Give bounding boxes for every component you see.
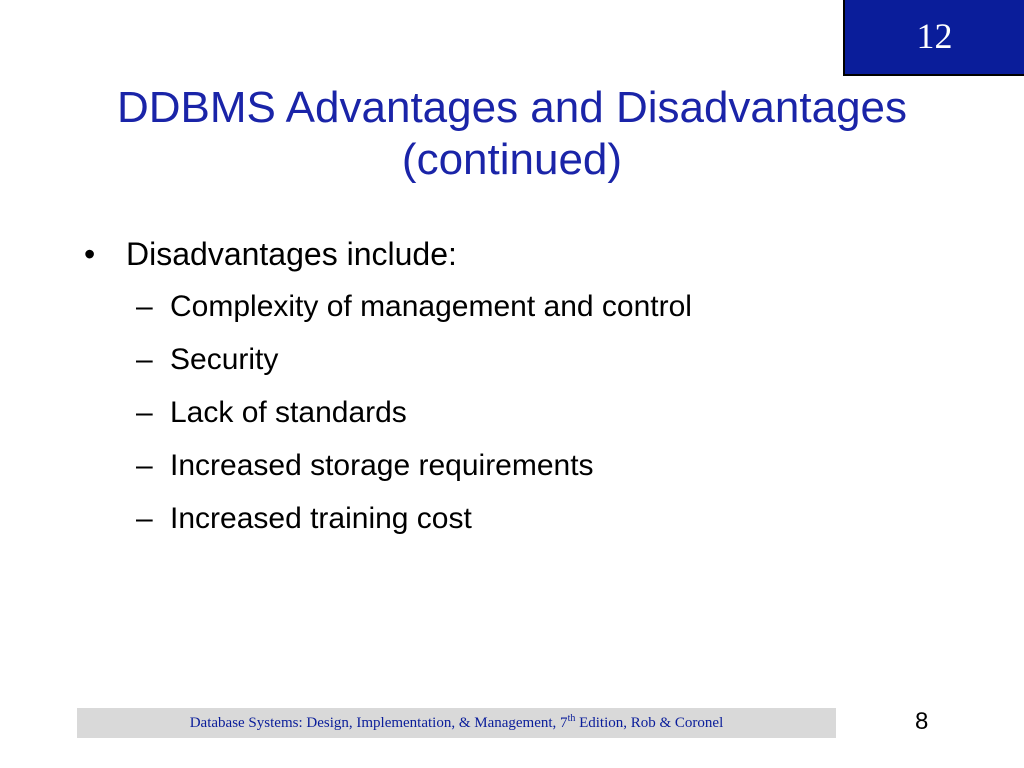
sub-bullet-text: Increased storage requirements xyxy=(170,449,594,482)
sub-bullet-item xyxy=(136,492,984,545)
bullet-text: Disadvantages include: xyxy=(126,236,457,272)
slide-title-line-1: DDBMS Advantages and Disadvantages xyxy=(116,83,908,132)
bullet-marker: • xyxy=(84,236,96,272)
sub-bullet-list xyxy=(84,280,984,545)
sub-bullet-item xyxy=(136,280,984,333)
sub-bullet-text: Lack of standards xyxy=(170,396,407,429)
chapter-badge xyxy=(843,0,1024,76)
dash-marker: – xyxy=(136,396,153,429)
slide-title xyxy=(60,82,964,186)
sub-bullet-item xyxy=(136,439,984,492)
sub-bullet-text: Complexity of management and control xyxy=(170,290,692,323)
dash-marker: – xyxy=(136,290,153,323)
sub-bullet-item xyxy=(136,333,984,386)
bullet-main xyxy=(84,228,984,280)
footer-citation xyxy=(77,714,836,732)
footer-text-after: Edition, Rob & Coronel xyxy=(575,715,724,731)
bullet-list xyxy=(84,228,984,545)
sub-bullet-text: Increased training cost xyxy=(170,502,472,535)
bullet-item xyxy=(84,228,984,545)
sub-bullet-item xyxy=(136,386,984,439)
dash-marker: – xyxy=(136,502,153,535)
footer-text-before: Database Systems: Design, Implementation, & Management, 7 xyxy=(189,715,568,731)
footer-bar xyxy=(77,708,836,738)
slide-title-line-2: (continued) xyxy=(401,135,623,184)
chapter-number: 12 xyxy=(916,16,953,56)
sub-bullet-text: Security xyxy=(170,343,279,376)
dash-marker: – xyxy=(136,449,153,482)
page-number: 8 xyxy=(915,708,929,735)
footer-superscript: th xyxy=(567,713,576,724)
dash-marker: – xyxy=(136,343,153,376)
